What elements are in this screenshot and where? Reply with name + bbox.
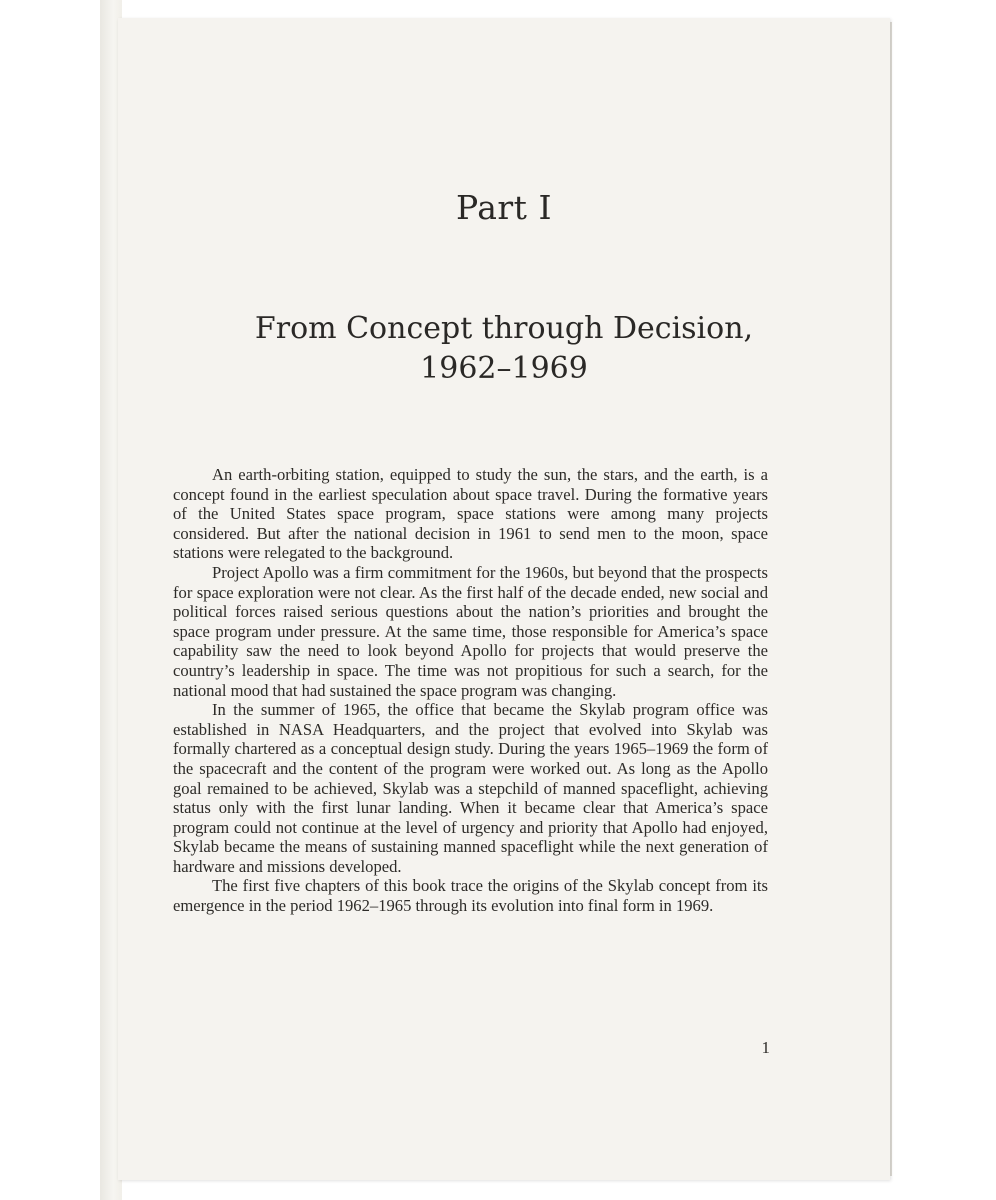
part-title-line-2: 1962–1969 — [420, 351, 588, 386]
page-number: 1 — [761, 1038, 770, 1057]
paragraph: The first five chapters of this book trace the origins of the Skylab concept from its emergence in the period 1962–1965 through its evolution into final form in 1969. — [173, 876, 768, 916]
part-title — [118, 309, 890, 389]
part-title-line-1: From Concept through Decision, — [254, 311, 754, 346]
book-page — [118, 18, 890, 1180]
part-label: Part I — [456, 188, 552, 227]
paragraph: In the summer of 1965, the office that became the Skylab program office was established in NASA Headquarters, and the project that evolved into Skylab was formally chartered as a conceptual design study. During the years 1965–1969 the form of the spacecraft and the content of the program were worked out. As long as the Apollo goal remained to be achieved, Skylab was a stepchild of manned spaceflight, achieving status only with the first lunar landing. When it became clear that America’s space program could not continue at the level of urgency and priority that Apollo had enjoyed, Skylab became the means of sustaining manned spaceflight while the next generation of hardware and missions developed. — [173, 700, 768, 876]
paragraph: An earth-orbiting station, equipped to study the sun, the stars, and the earth, is a concept found in the earliest speculation about space travel. During the formative years of the United States space program, space stations were among many projects considered. But after the national decision in 1961 to send men to the moon, space stations were relegated to the background. — [173, 465, 768, 563]
body-text — [173, 465, 768, 916]
paragraph: Project Apollo was a firm commitment for the 1960s, but beyond that the prospects for space exploration were not clear. As the first half of the decade ended, new social and political forces raised serious questions about the nation’s priorities and brought the space program under pressure. At the same time, those responsible for America’s space capability saw the need to look beyond Apollo for projects that would preserve the country’s leadership in space. The time was not propitious for such a search, for the national mood that had sustained the space program was changing. — [173, 562, 768, 700]
